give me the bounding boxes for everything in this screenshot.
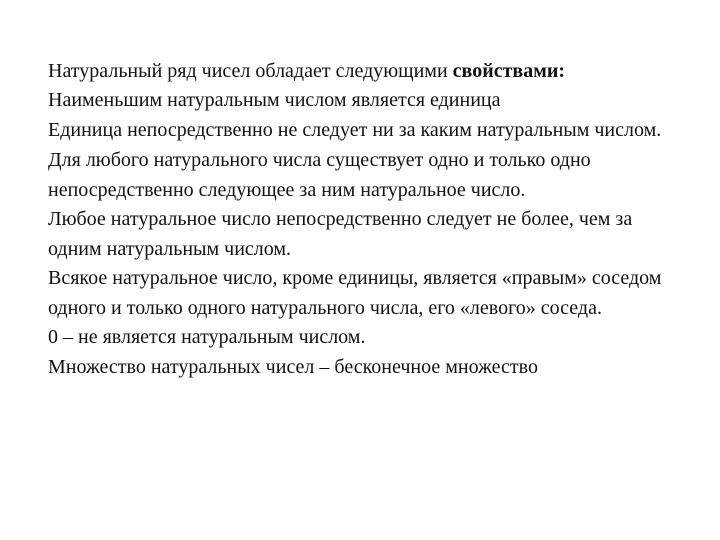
property-text: 0 – не является натуральным числом. (48, 326, 366, 348)
property-item (48, 353, 688, 383)
property-item (48, 116, 688, 146)
property-text: Единица непосредственно не следует ни за каким натуральным числом. (48, 119, 662, 141)
property-item (48, 86, 688, 116)
property-text: Всякое натуральное число, кроме единицы, является «правым» соседом одного и только одного натурального числа, его «левого» соседа. (48, 267, 662, 319)
property-item (48, 323, 688, 353)
intro-paragraph (48, 57, 688, 86)
property-item (48, 264, 688, 323)
slide-body (48, 57, 688, 383)
property-text: Для любого натурального числа существует одно и только одно непосредственно следующее за ним натуральное число. (48, 149, 591, 201)
property-text: Множество натуральных чисел – бесконечное множество (48, 356, 538, 378)
intro-text: Натуральный ряд чисел обладает следующими (48, 60, 453, 82)
intro-emphasis: свойствами: (452, 60, 566, 82)
property-item (48, 146, 688, 205)
property-text: Наименьшим натуральным числом является единица (48, 89, 501, 111)
property-item (48, 205, 688, 264)
property-text: Любое натуральное число непосредственно следует не более, чем за одним натуральным числом. (48, 208, 633, 260)
